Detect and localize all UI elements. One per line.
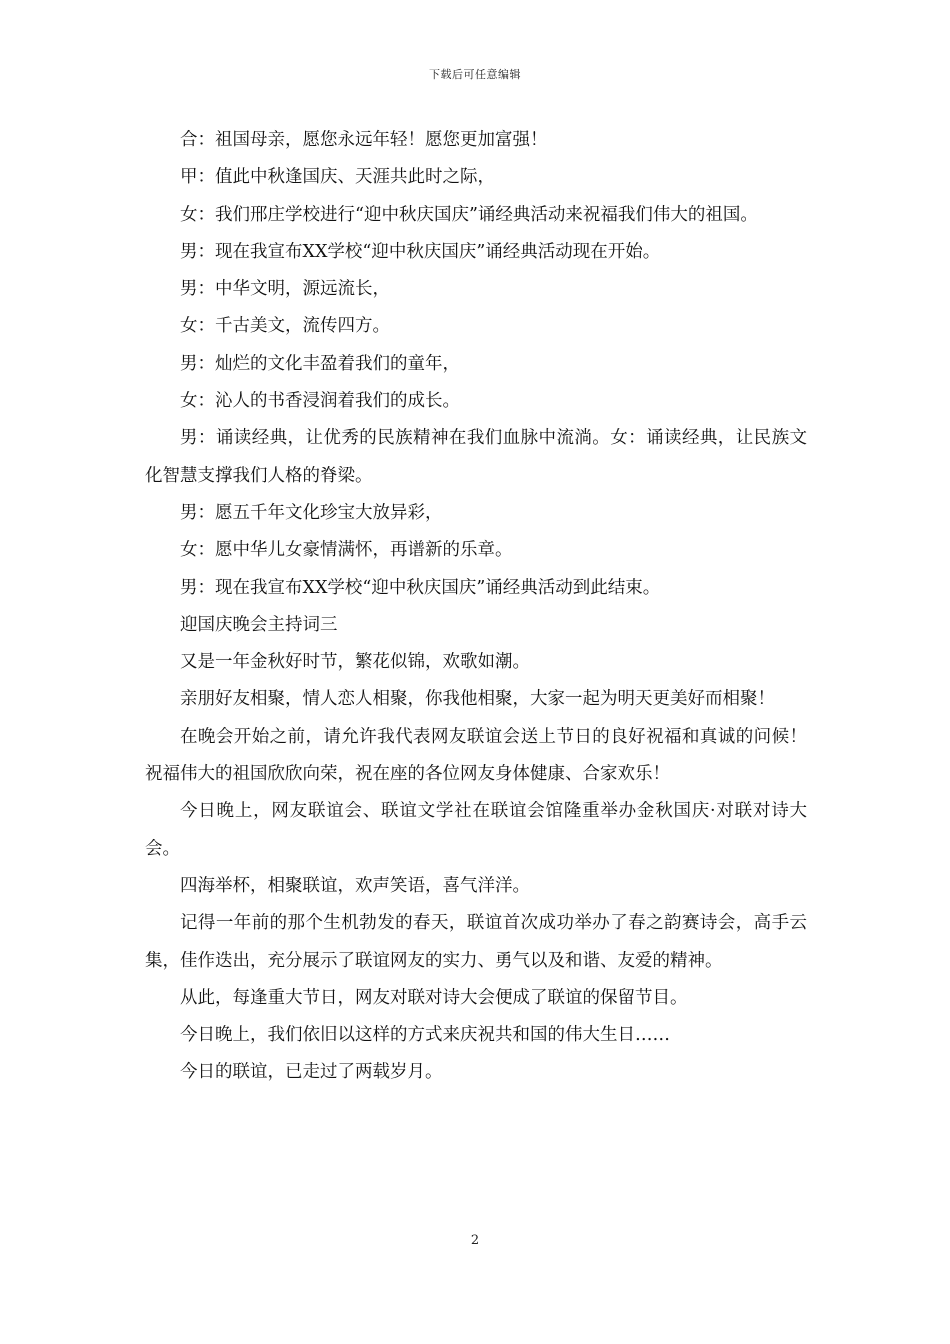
- section-heading: 迎国庆晚会主持词三: [180, 614, 338, 635]
- page-number: 2: [470, 1233, 480, 1248]
- paragraph: 女：愿中华儿女豪情满怀，再谱新的乐章。: [180, 540, 513, 561]
- paragraph: 今日的联谊，已走过了两载岁月。: [180, 1062, 443, 1083]
- paragraph: 从此，每逢重大节日，网友对联对诗大会便成了联谊的保留节目。: [180, 987, 688, 1008]
- page-header: 下载后可任意编辑: [429, 68, 521, 81]
- paragraph: 亲朋好友相聚，情人恋人相聚，你我他相聚，大家一起为明天更美好而相聚！: [180, 689, 775, 710]
- paragraph: 今日晚上，我们依旧以这样的方式来庆祝共和国的伟大生日……: [180, 1025, 670, 1046]
- paragraph: 男：愿五千年文化珍宝大放异彩，: [180, 502, 443, 523]
- document-body: [145, 122, 807, 1092]
- paragraph: 男：诵读经典，让优秀的民族精神在我们血脉中流淌。女：诵读经典，让民族文化智慧支撑我们人格的脊梁。: [145, 428, 807, 486]
- paragraph: 男：中华文明，源远流长，: [180, 279, 390, 300]
- paragraph: 合：祖国母亲，愿您永远年轻！愿您更加富强！: [180, 130, 548, 150]
- paragraph: 又是一年金秋好时节，繁花似锦，欢歌如潮。: [180, 652, 530, 673]
- paragraph: 男：灿烂的文化丰盈着我们的童年，: [180, 353, 460, 374]
- paragraph: 男：现在我宣布XX学校“迎中秋庆国庆”诵经典活动现在开始。: [180, 241, 661, 262]
- paragraph: 记得一年前的那个生机勃发的春天，联谊首次成功举办了春之韵赛诗会，高手云集，佳作迭出，充分展示了联谊网友的实力、勇气以及和谐、友爱的精神。: [145, 913, 807, 971]
- paragraph: 男：现在我宣布XX学校“迎中秋庆国庆”诵经典活动到此结束。: [180, 577, 661, 598]
- paragraph: 女：我们邢庄学校进行“迎中秋庆国庆”诵经典活动来祝福我们伟大的祖国。: [180, 204, 758, 225]
- paragraph: 女：千古美文，流传四方。: [180, 316, 390, 337]
- paragraph: 在晚会开始之前，请允许我代表网友联谊会送上节日的良好祝福和真诚的问候！祝福伟大的祖国欣欣向荣，祝在座的各位网友身体健康、合家欢乐！: [145, 726, 807, 785]
- paragraph: 女：沁人的书香浸润着我们的成长。: [180, 391, 460, 412]
- paragraph: 甲：值此中秋逢国庆、天涯共此时之际，: [180, 167, 495, 188]
- paragraph: 今日晚上，网友联谊会、联谊文学社在联谊会馆隆重举办金秋国庆·对联对诗大会。: [145, 801, 807, 859]
- paragraph: 四海举杯，相聚联谊，欢声笑语，喜气洋洋。: [180, 875, 530, 896]
